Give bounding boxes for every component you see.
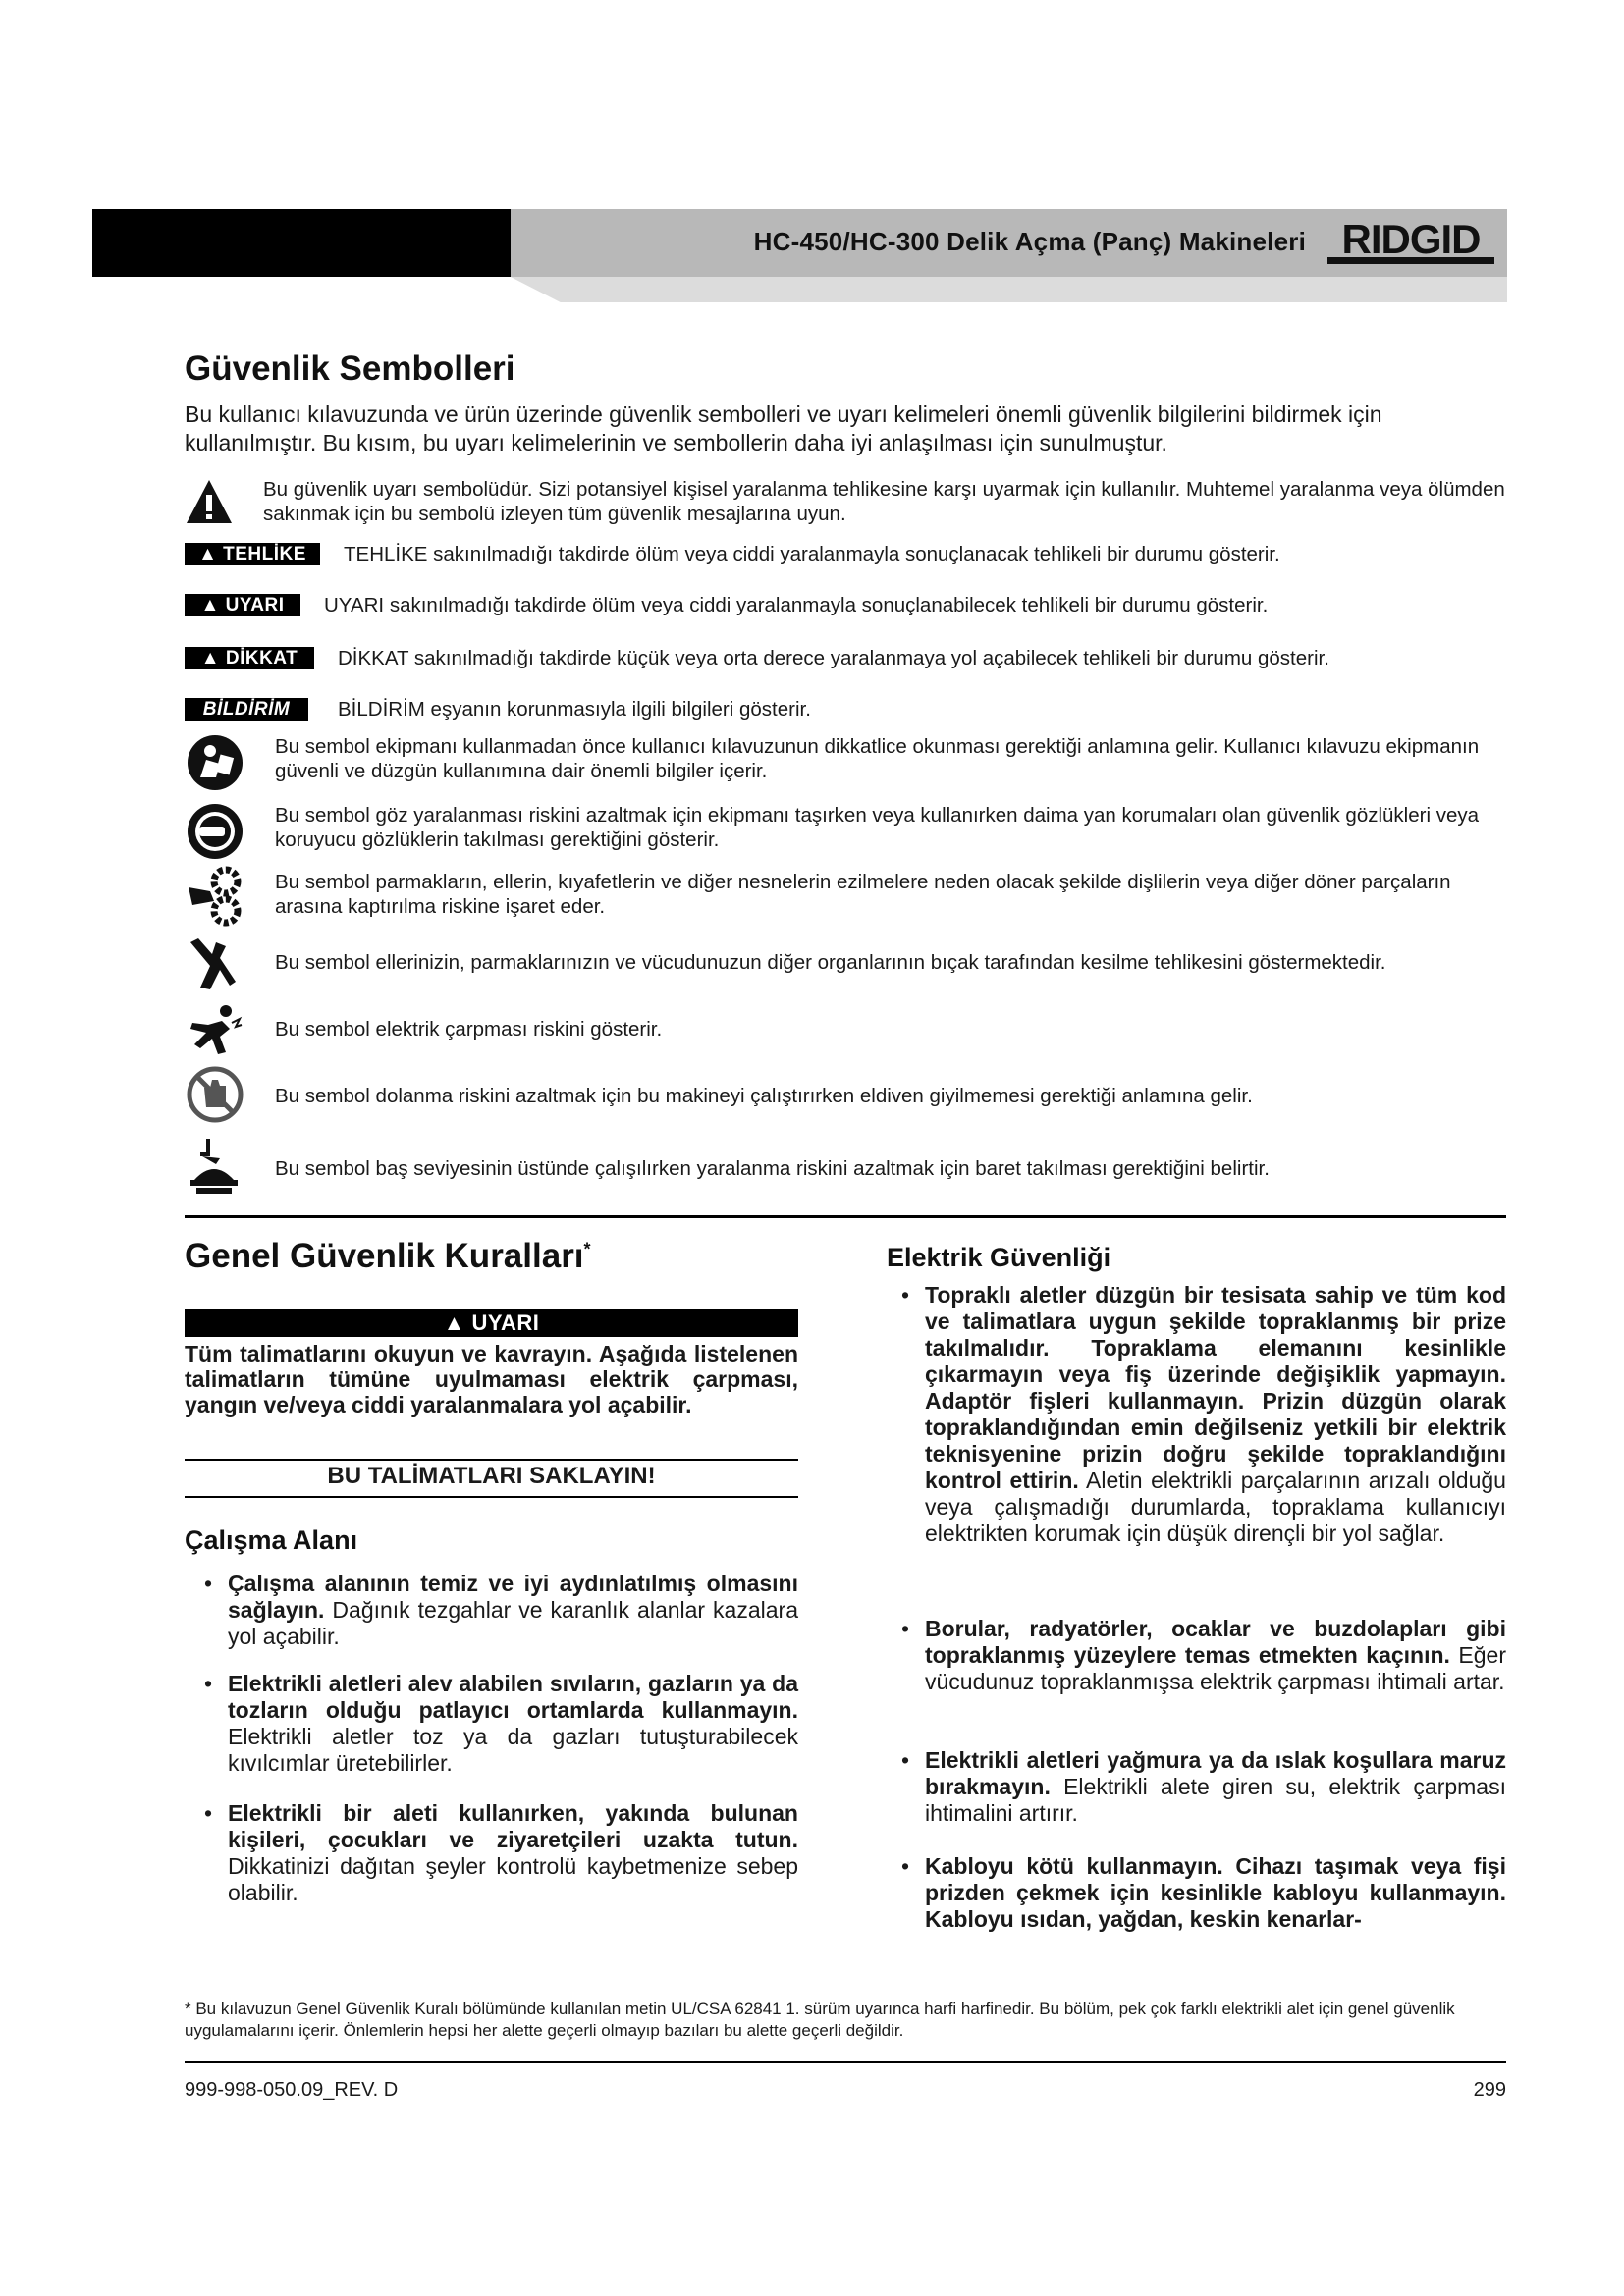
- safety-alert-triangle-icon: [185, 478, 234, 525]
- eye-protection-icon: [187, 803, 244, 860]
- section-divider: [185, 1215, 1506, 1218]
- bildirim-signal-badge: BİLDİRİM: [185, 698, 308, 721]
- work-area-heading: Çalışma Alanı: [185, 1525, 358, 1555]
- read-manual-icon: [187, 734, 244, 791]
- gear-crush-icon: [187, 866, 244, 927]
- uyari-signal-badge: ▲ UYARI: [185, 594, 300, 616]
- electrical-safety-heading: Elektrik Güvenliği: [887, 1243, 1111, 1272]
- general-warning-text: Tüm talimatlarını okuyun ve kavrayın. Aşağıda listelenen talimatların tümüne uyulmaması elektrik çarpması, yangın ve/veya ciddi yaralanmalara yol açabilir.: [185, 1341, 798, 1417]
- symbol-text-read-manual: Bu sembol ekipmanı kullanmadan önce kullanıcı kılavuzunun dikkatlice okunması gerektiği anlamına gelir. Kullanıcı kılavuzu ekipmanın güvenli ve düzgün kullanımına dair önemli bilgiler içerir.: [275, 735, 1480, 782]
- header-black-bar: [92, 209, 514, 277]
- symbol-text-no-gloves: Bu sembol dolanma riskini azaltmak için bu makineyi çalıştırırken eldiven giyilmemesi gerektiği anlamına gelir.: [275, 1085, 1253, 1107]
- footer-rule: [185, 2061, 1506, 2063]
- warning-triangle-icon: ▲: [200, 595, 220, 615]
- ridgid-logo: [1327, 214, 1494, 269]
- general-rules-heading: Genel Güvenlik Kuralları*: [185, 1237, 591, 1275]
- document-title: HC-450/HC-300 Delik Açma (Panç) Makineleri: [753, 227, 1306, 256]
- symbol-text-eye-protection: Bu sembol göz yaralanması riskini azaltmak için ekipmanı taşırken veya kullanırken daima yan korumaları olan güvenlik gözlükleri veya koruyucu gözlüklerin takılması gerektiğini gösterir.: [275, 804, 1480, 851]
- safety-symbols-intro: Bu kullanıcı kılavuzunda ve ürün üzerinde güvenlik sembolleri ve uyarı kelimeleri önemli güvenlik bilgilerini bildirmek için kullanılmıştır. Bu kısım, bu uyarı kelimelerinin ve sembollerin daha iyi anlaşılması için sunulmuştur.: [185, 401, 1382, 455]
- page-number: 299: [1473, 2079, 1506, 2101]
- tehlike-signal-badge: ▲ TEHLİKE: [185, 543, 320, 565]
- tehlike-description: TEHLİKE sakınılmadığı takdirde ölüm veya ciddi yaralanmayla sonuçlanacak tehlikeli bir durumu gösterir.: [344, 543, 1280, 565]
- symbol-text-electric-shock: Bu sembol elektrik çarpması riskini gösterir.: [275, 1018, 663, 1041]
- safety-alert-text: Bu güvenlik uyarı sembolüdür. Sizi potansiyel kişisel yaralanma tehlikesine karşı uyarmak için kullanılır. Muhtemel yaralanma veya ölümden sakınmak için bu sembolü izleyen tüm güvenlik mesajlarına uyun.: [263, 478, 1505, 525]
- dikkat-description: DİKKAT sakınılmadığı takdirde küçük veya orta derece yaralanmaya yol açabilecek tehlikeli bir durumu gösterir.: [338, 647, 1329, 669]
- document-number: 999-998-050.09_REV. D: [185, 2079, 399, 2101]
- brand-name: RIDGID: [1341, 216, 1481, 262]
- symbol-text-cut-hazard: Bu sembol ellerinizin, parmaklarınızın ve vücudunuzun diğer organlarının bıçak tarafından kesilme tehlikesini göstermektedir.: [275, 951, 1386, 974]
- warning-bottom-rule: [185, 1496, 798, 1498]
- dikkat-signal-badge: ▲ DİKKAT: [185, 647, 314, 669]
- uyari-description: UYARI sakınılmadığı takdirde ölüm veya ciddi yaralanmayla sonuçlanabilecek tehlikeli bir durumu gösterir.: [324, 594, 1269, 616]
- general-warning-badge: ▲ UYARI: [185, 1309, 798, 1337]
- no-gloves-icon: [187, 1066, 244, 1123]
- electric-shock-icon: [187, 999, 244, 1058]
- warning-top-rule: [185, 1459, 798, 1461]
- symbol-text-gear-crush: Bu sembol parmakların, ellerin, kıyafetlerin ve diğer nesnelerin ezilmelere neden olacak şekilde dişlilerin veya diğer döner parçaların arasına kaptırılma riskine işaret eder.: [275, 871, 1451, 918]
- warning-triangle-icon: ▲: [198, 544, 218, 564]
- save-instructions-label: BU TALİMATLARI SAKLAYIN!: [327, 1463, 656, 1489]
- warning-triangle-icon: ▲: [443, 1310, 465, 1335]
- symbol-text-hard-hat: Bu sembol baş seviyesinin üstünde çalışılırken yaralanma riskini azaltmak için baret takılması gerektiğini belirtir.: [275, 1157, 1270, 1180]
- hard-hat-icon: [187, 1137, 242, 1196]
- cut-hazard-icon: [187, 936, 238, 991]
- header-shadow: [511, 277, 1507, 302]
- bildirim-description: BİLDİRİM eşyanın korunmasıyla ilgili bilgileri gösterir.: [338, 698, 811, 721]
- warning-triangle-icon: ▲: [200, 648, 221, 668]
- safety-symbols-heading: Güvenlik Sembolleri: [185, 349, 515, 388]
- footnote: * Bu kılavuzun Genel Güvenlik Kuralı bölümünde kullanılan metin UL/CSA 62841 1. sürüm uyarınca harfi harfinedir. Bu bölüm, pek çok farklı elektrikli alet için genel güvenlik uygulamalarını içerir. Önlemlerin hepsi her alette geçerli olmayıp bazıları bu alette geçerli değildir.: [185, 2000, 1455, 2040]
